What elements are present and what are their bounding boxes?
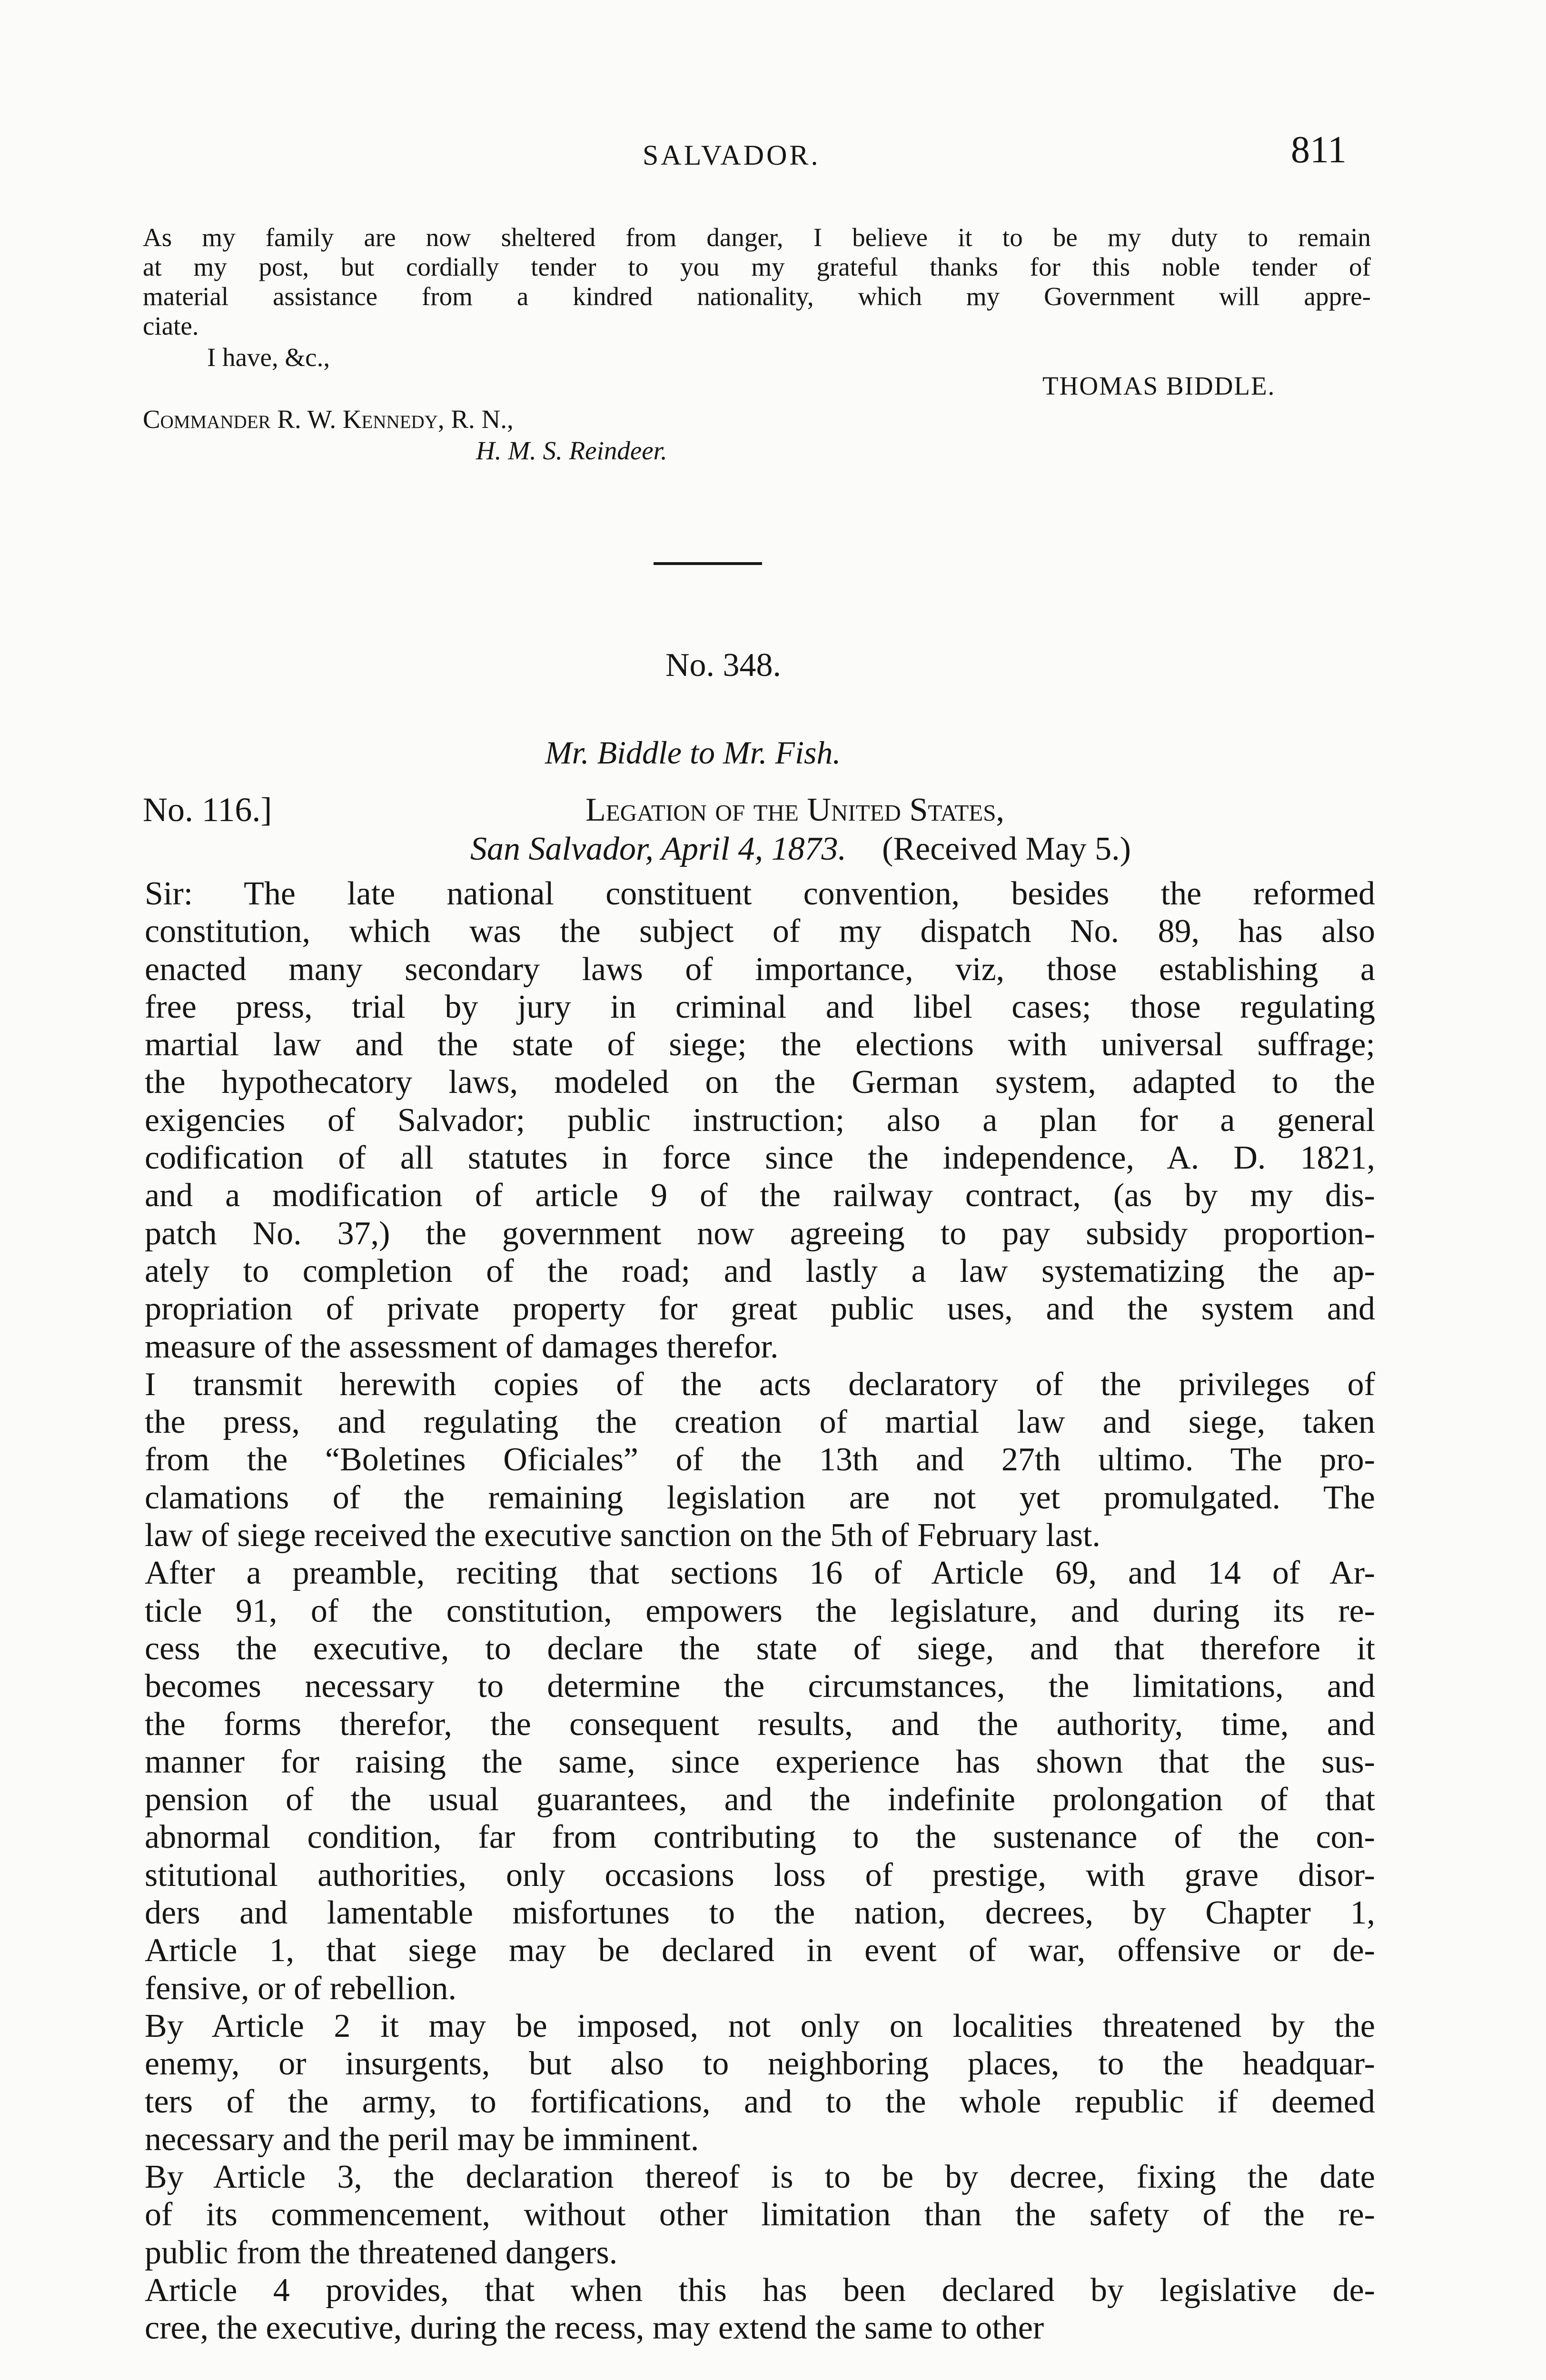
document-subtitle: Mr. Biddle to Mr. Fish. [545, 734, 841, 771]
page-number: 811 [1291, 129, 1347, 171]
body-line: and a modification of article 9 of the railway contract, (as by my dis- [145, 1177, 1375, 1214]
body-paragraph [116, 2007, 1375, 2158]
body-line: fensive, or of rebellion. [145, 1970, 457, 2007]
body-line: I transmit herewith copies of the acts declaratory of the privileges of [145, 1366, 1375, 1403]
signature: THOMAS BIDDLE. [1042, 371, 1276, 400]
body-line: enacted many secondary laws of importance, viz, those establishing a [145, 951, 1375, 988]
body-line: manner for raising the same, since experience has shown that the sus- [145, 1743, 1375, 1780]
body-paragraph [116, 1366, 1375, 1554]
running-title: SALVADOR. [643, 139, 821, 171]
previous-letter-line: ciate. [143, 311, 199, 340]
dispatch-body [116, 875, 1375, 2347]
body-line: constitution, which was the subject of my dispatch No. 89, has also [145, 913, 1375, 950]
body-line: Sir: The late national constituent convention, besides the reformed [145, 875, 1375, 912]
previous-letter-closing [143, 223, 1371, 341]
body-line: After a preamble, reciting that sections 16 of Article 69, and 14 of Ar- [145, 1555, 1375, 1592]
body-line: the press, and regulating the creation of martial law and siege, taken [145, 1404, 1375, 1441]
body-line: becomes necessary to determine the circumstances, the limitations, and [145, 1668, 1375, 1705]
body-paragraph [116, 1554, 1375, 2007]
body-paragraph [116, 2271, 1375, 2347]
body-line: the hypothecatory laws, modeled on the German system, adapted to the [145, 1064, 1375, 1101]
body-paragraph [116, 875, 1375, 1366]
body-line: law of siege received the executive sanction on the 5th of February last. [145, 1517, 1100, 1554]
body-line: abnormal condition, far from contributing to the sustenance of the con- [145, 1819, 1375, 1856]
body-line: ticle 91, of the constitution, empowers the legislature, and during its re- [145, 1592, 1375, 1629]
legation-heading: Legation of the United States, [585, 792, 1004, 828]
body-line: cess the executive, to declare the state of siege, and that therefore it [145, 1630, 1375, 1667]
body-paragraph [116, 2158, 1375, 2271]
dispatch-reference: No. 116.] [143, 791, 272, 829]
body-line: from the “Boletines Oficiales” of the 13th and 27th ultimo. The pro- [145, 1441, 1375, 1478]
body-line: martial law and the state of siege; the elections with universal suffrage; [145, 1026, 1375, 1063]
body-line: ately to completion of the road; and lastly a law systematizing the ap- [145, 1252, 1375, 1289]
body-line: propriation of private property for great public uses, and the system and [145, 1290, 1375, 1328]
body-line: stitutional authorities, only occasions loss of prestige, with grave disor- [145, 1856, 1375, 1894]
dateline [470, 830, 1131, 868]
previous-letter-line: As my family are now sheltered from danger, I believe it to be my duty to remain [143, 223, 1371, 252]
document-number: No. 348. [665, 647, 782, 684]
body-line: cree, the executive, during the recess, may extend the same to other [145, 2310, 1044, 2347]
body-line: Article 1, that siege may be declared in event of war, offensive or de- [145, 1932, 1375, 1969]
section-divider [654, 562, 762, 565]
received-note: (Received May 5.) [882, 831, 1131, 867]
addressee-name: Commander R. W. Kennedy, R. N., [143, 405, 514, 434]
body-line: necessary and the peril may be imminent. [145, 2121, 699, 2158]
body-line: clamations of the remaining legislation are not yet promulgated. The [145, 1479, 1375, 1516]
previous-letter-line: material assistance from a kindred nationality, which my Government will appre- [143, 282, 1371, 311]
body-line: measure of the assessment of damages therefor. [145, 1328, 779, 1365]
previous-letter-line: at my post, but cordially tender to you my grateful thanks for this noble tender of [143, 252, 1371, 281]
body-line: exigencies of Salvador; public instruction; also a plan for a general [145, 1101, 1375, 1139]
body-line: patch No. 37,) the government now agreeing to pay subsidy proportion- [145, 1215, 1375, 1252]
body-line: enemy, or insurgents, but also to neighboring places, to the headquar- [145, 2045, 1375, 2082]
body-line: By Article 3, the declaration thereof is to be by decree, fixing the date [145, 2159, 1375, 2196]
addressee-ship: H. M. S. Reindeer. [476, 436, 667, 465]
complimentary-close: I have, &c., [207, 343, 330, 372]
body-line: ters of the army, to fortifications, and to the whole republic if deemed [145, 2083, 1375, 2120]
body-line: public from the threatened dangers. [145, 2234, 618, 2271]
place-date: San Salvador, April 4, 1873. [470, 831, 847, 867]
body-line: ders and lamentable misfortunes to the nation, decrees, by Chapter 1, [145, 1894, 1375, 1932]
body-line: codification of all statutes in force since the independence, A. D. 1821, [145, 1140, 1375, 1177]
body-line: Article 4 provides, that when this has been declared by legislative de- [145, 2271, 1375, 2309]
body-line: of its commencement, without other limitation than the safety of the re- [145, 2196, 1375, 2233]
body-line: free press, trial by jury in criminal and libel cases; those regulating [145, 988, 1375, 1025]
body-line: the forms therefor, the consequent results, and the authority, time, and [145, 1706, 1375, 1743]
body-line: By Article 2 it may be imposed, not only on localities threatened by the [145, 2007, 1375, 2044]
body-line: pension of the usual guarantees, and the indefinite prolongation of that [145, 1781, 1375, 1818]
